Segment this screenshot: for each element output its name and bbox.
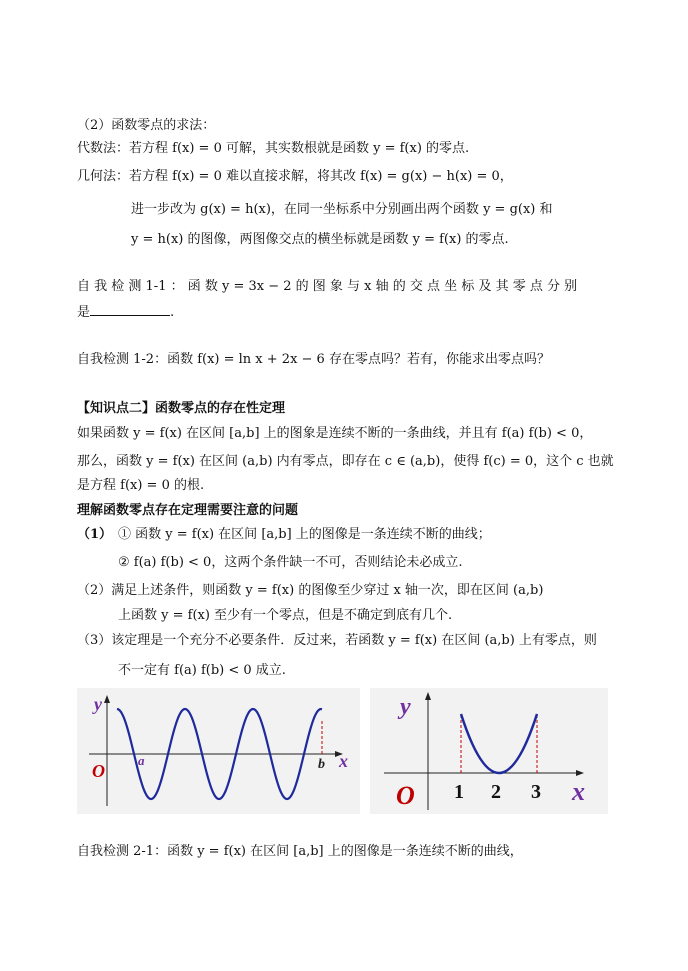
check-1-2: 自我检测 1-2：函数 f(x) = ln x + 2x − 6 存在零点吗？若有，你能求出零点吗？ xyxy=(77,352,550,367)
check-1-1-line2 xyxy=(77,303,174,322)
theorem-line3: 是方程 f(x) = 0 的根. xyxy=(77,478,205,493)
y-axis-arrow xyxy=(104,695,110,703)
x-axis-arrow xyxy=(576,770,584,776)
x-label: x xyxy=(339,751,348,771)
y-axis-arrow xyxy=(425,692,431,700)
tick-3: 3 xyxy=(531,781,541,803)
figure-oscillating-curve xyxy=(77,688,360,814)
figure-oscillating-svg xyxy=(77,688,360,814)
origin-label: O xyxy=(396,781,415,810)
check-1-1-line1: 自 我 检 测 1-1 ： 函 数 y = 3x − 2 的 图 象 与 x 轴 的 交 点 坐 标 及 其 零 点 分 别 xyxy=(77,279,578,294)
parabola-curve xyxy=(461,714,537,773)
tick-2: 2 xyxy=(491,781,501,803)
origin-label: O xyxy=(92,761,105,781)
note2-line2: 上函数 y = f(x) 至少有一个零点，但是不确定到底有几个. xyxy=(118,608,453,623)
tick-1: 1 xyxy=(454,781,464,803)
answer-blank[interactable] xyxy=(90,303,170,316)
theorem-line2: 那么，函数 y = f(x) 在区间 (a,b) 内有零点，即存在 c ∈ (a,b)，使得 f(c) = 0，这个 c 也就 xyxy=(77,454,614,469)
note1-number: （1） xyxy=(77,527,113,542)
note1-condition-a: ① 函数 y = f(x) 在区间 [a,b] 上的图像是一条连续不断的曲线； xyxy=(118,527,491,542)
section2-title: （2）函数零点的求法： xyxy=(77,118,216,133)
a-label: a xyxy=(138,753,145,768)
geometry-method-line1: 几何法：若方程 f(x) = 0 难以直接求解，将其改 f(x) = g(x) − h(x) = 0， xyxy=(77,169,513,184)
note2-line1: （2）满足上述条件，则函数 y = f(x) 的图像至少穿过 x 轴一次，即在区间 (a,b) xyxy=(77,583,544,598)
figure-parabola xyxy=(370,688,608,814)
y-label: y xyxy=(400,694,411,720)
theorem-line1: 如果函数 y = f(x) 在区间 [a,b] 上的图象是连续不断的一条曲线，并且有 f(a) f(b) < 0， xyxy=(77,426,593,441)
check-1-1-prefix: 是 xyxy=(77,305,91,320)
note1-condition-b: ② f(a) f(b) < 0，这两个条件缺一不可，否则结论未必成立. xyxy=(118,555,463,570)
geometry-method-line2: 进一步改为 g(x) = h(x)，在同一坐标系中分别画出两个函数 y = g(x) 和 xyxy=(131,202,553,217)
knowledge2-title: 【知识点二】函数零点的存在性定理 xyxy=(77,401,286,416)
note3-line2: 不一定有 f(a) f(b) < 0 成立. xyxy=(118,663,286,678)
note3-line1: （3）该定理是一个充分不必要条件．反过来，若函数 y = f(x) 在区间 (a,b) 上有零点，则 xyxy=(77,633,597,648)
algebra-method: 代数法：若方程 f(x) = 0 可解，其实数根就是函数 y = f(x) 的零点. xyxy=(77,141,470,156)
check-1-1-end: . xyxy=(170,305,175,320)
y-label: y xyxy=(94,694,102,714)
figure-parabola-svg xyxy=(370,688,608,814)
b-label: b xyxy=(318,757,325,772)
x-label: x xyxy=(572,777,585,806)
geometry-method-line3: y = h(x) 的图像，两图像交点的横坐标就是函数 y = f(x) 的零点. xyxy=(131,232,509,247)
check-2-1: 自我检测 2-1：函数 y = f(x) 在区间 [a,b] 上的图像是一条连续不断的曲线， xyxy=(77,844,523,859)
notes-title: 理解函数零点存在定理需要注意的问题 xyxy=(77,503,299,518)
